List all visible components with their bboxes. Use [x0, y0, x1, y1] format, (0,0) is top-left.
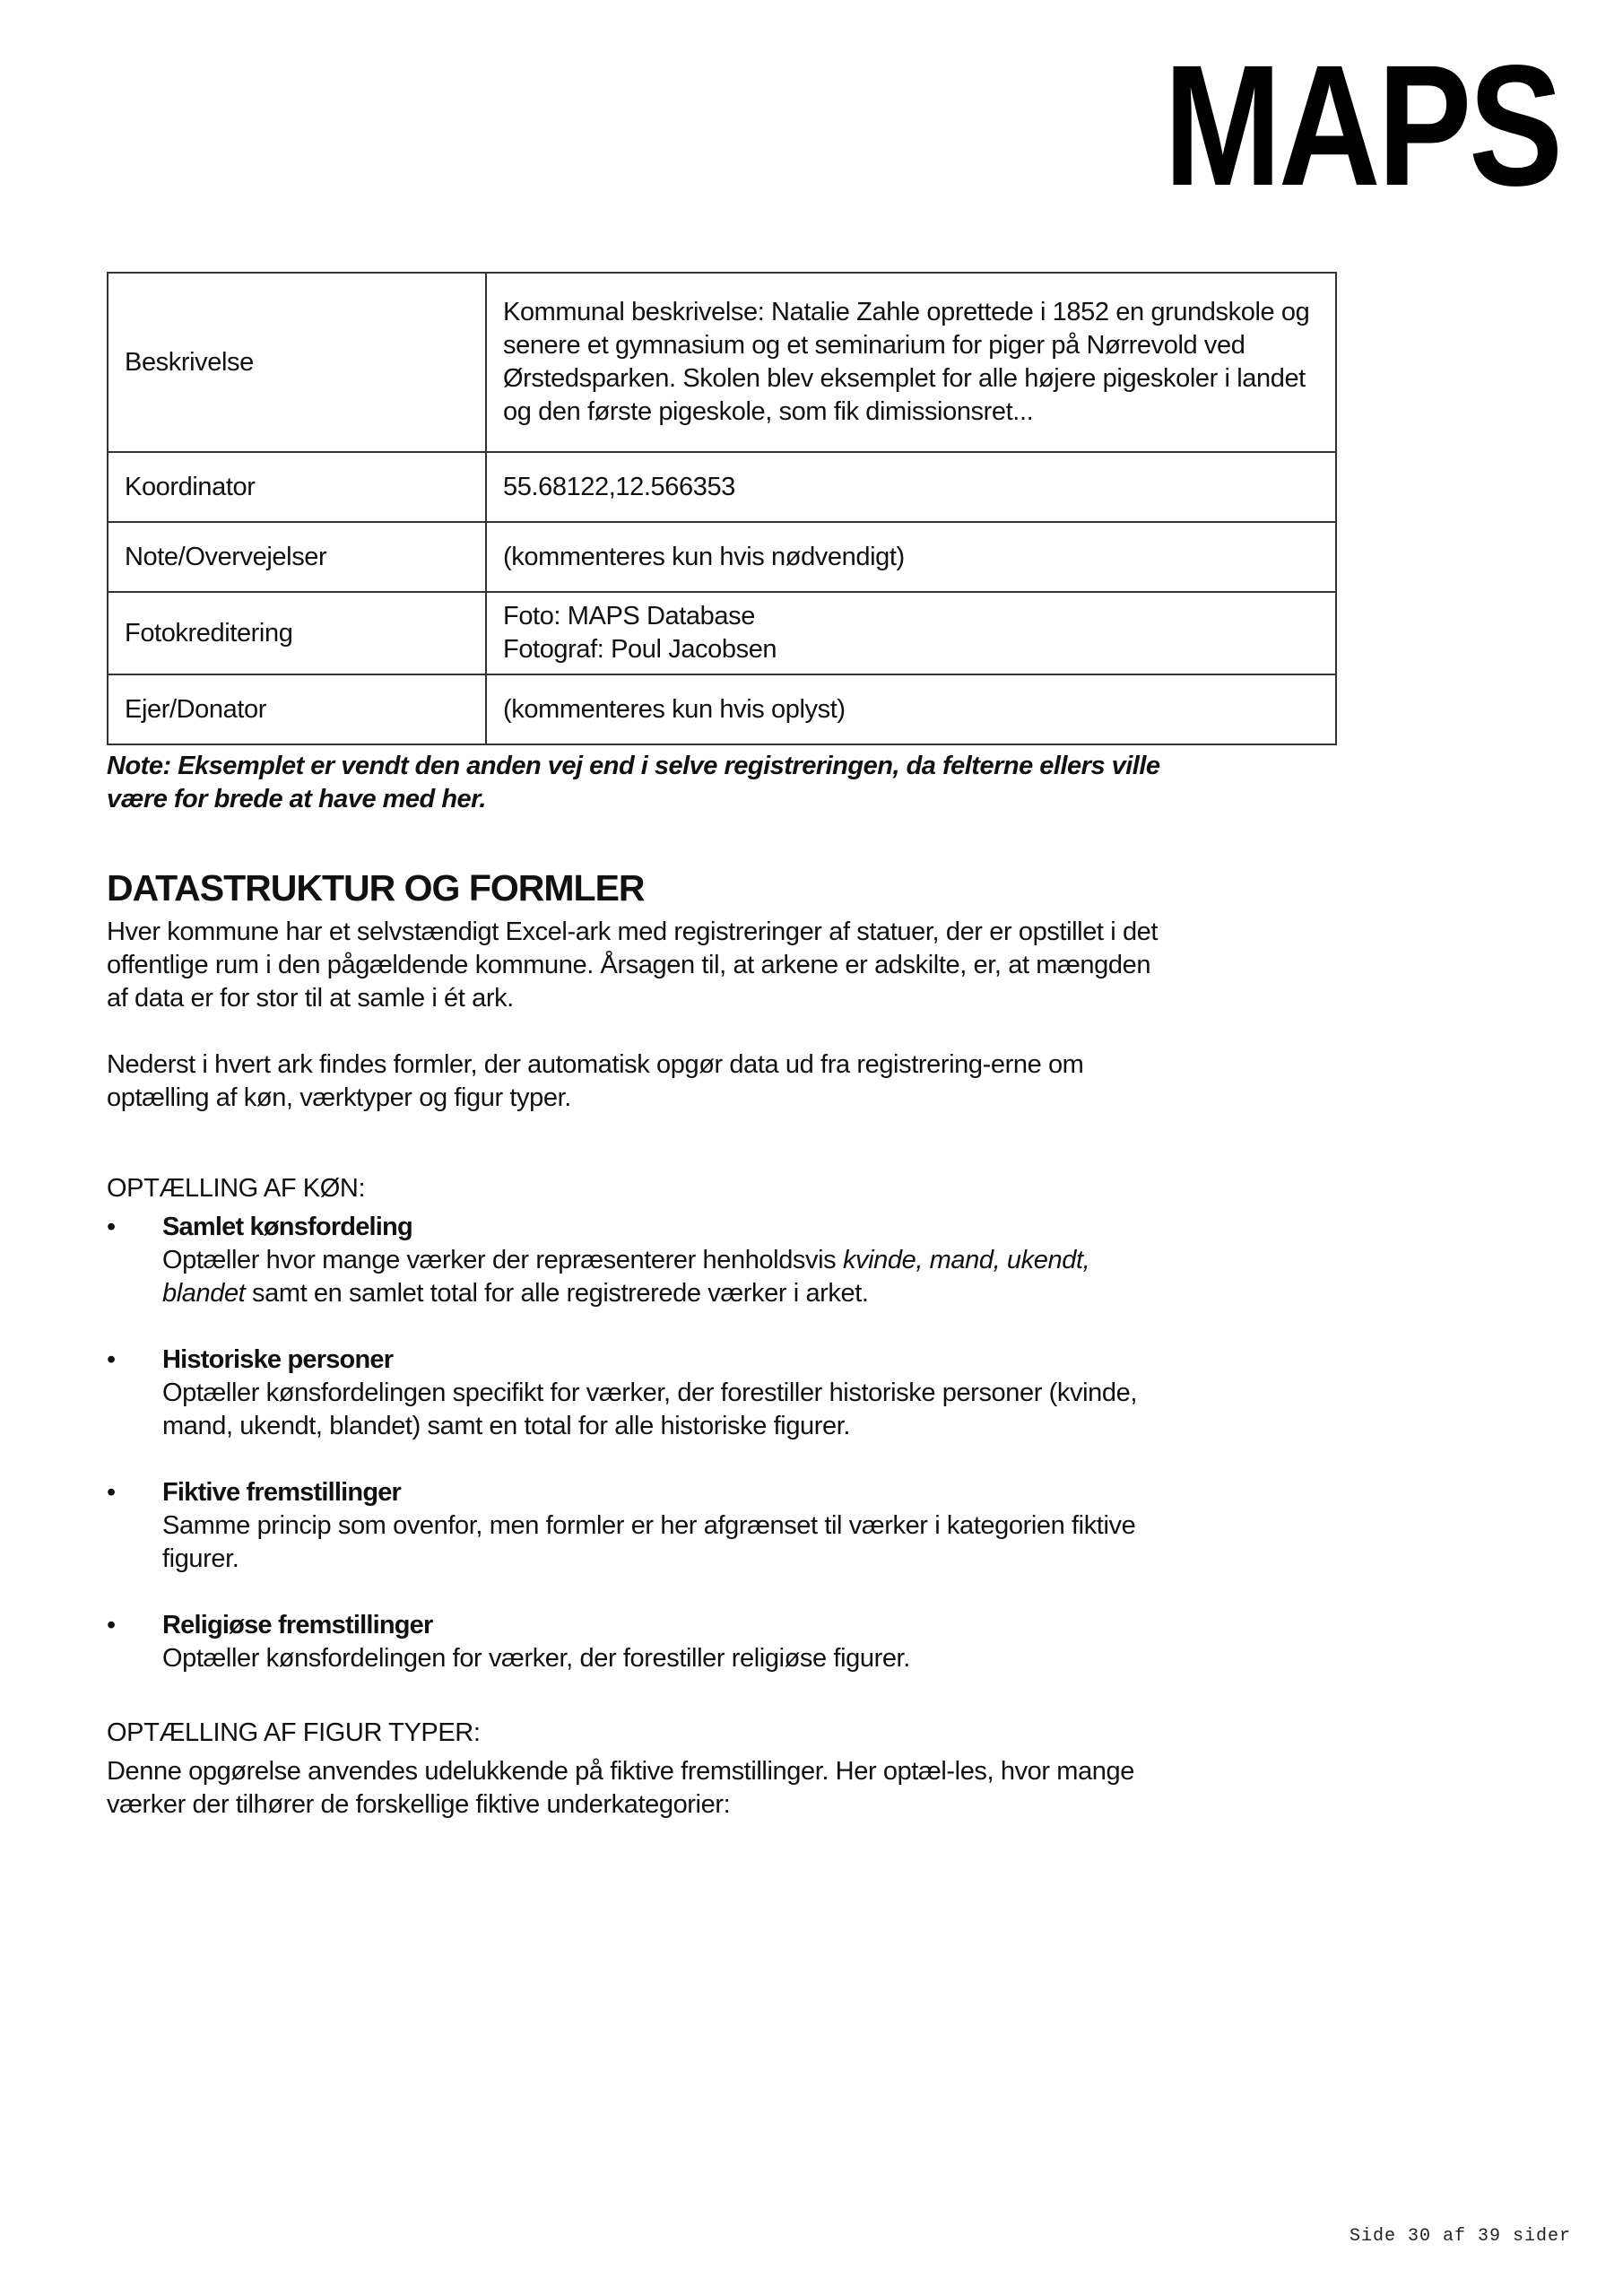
table-row: [108, 273, 1336, 452]
item-body: Optæller kønsfordelingen specifikt for værker, der forestiller historiske personer (kvinde, mand, ukendt, blandet) samt en total for alle historiske figurer.: [162, 1378, 1137, 1440]
row-label: Fotokreditering: [108, 592, 486, 674]
list-item: [107, 1211, 1165, 1310]
item-body-emphasis: kvinde, mand, ukendt, blandet: [162, 1246, 1090, 1308]
table-row: [108, 592, 1336, 674]
coordinates-value: 55.68122,12.566353: [486, 452, 1336, 522]
table-row: [108, 452, 1336, 522]
bullet-icon: •: [107, 1213, 116, 1241]
list-item: [107, 1344, 1165, 1443]
record-table: [107, 272, 1337, 745]
figure-types-heading: OPTÆLLING AF FIGUR TYPER:: [107, 1718, 481, 1747]
data-structure-section: [107, 865, 1165, 1855]
item-body-text: Optæller hvor mange værker der repræsenterer henholdsvis: [162, 1246, 843, 1274]
row-value: [486, 592, 1336, 674]
row-label: Koordinator: [108, 452, 486, 522]
item-body: Optæller kønsfordelingen for værker, der forestiller religiøse figurer.: [162, 1644, 910, 1673]
row-value: (kommenteres kun hvis oplyst): [486, 674, 1336, 744]
table-note: Note: Eksemplet er vendt den anden vej end i selve registreringen, da felterne ellers ville være for brede at have med her.: [107, 752, 1160, 813]
item-title: Samlet kønsfordeling: [162, 1213, 412, 1241]
row-value: (kommenteres kun hvis nødvendigt): [486, 522, 1336, 592]
item-body: Samme princip som ovenfor, men formler er her afgrænset til værker i kategorien fiktive figurer.: [162, 1511, 1136, 1573]
section-title: DATASTRUKTUR OG FORMLER: [107, 867, 645, 909]
figure-types-body: Denne opgørelse anvendes udelukkende på fiktive fremstillinger. Her optæl-les, hvor mange værker der tilhører de forskellige fiktive underkategorier:: [107, 1757, 1134, 1819]
row-label: Note/Overvejelser: [108, 522, 486, 592]
item-body-text: samt en samlet total for alle registrerede værker i arket.: [245, 1279, 869, 1308]
table-row: [108, 674, 1336, 744]
item-title: Historiske personer: [162, 1345, 394, 1374]
page-indicator: Side 30 af 39 sider: [1349, 2226, 1571, 2247]
table-row: [108, 522, 1336, 592]
gender-count-heading: OPTÆLLING AF KØN:: [107, 1174, 366, 1203]
row-value: Kommunal beskrivelse: Natalie Zahle oprettede i 1852 en grundskole og senere et gymnasium og et seminarium for piger på Nørrevold ved Ørstedsparken. Skolen blev eksemplet for alle højere pigeskoler i landet og den første pigeskole, som fik dimissionsret...: [486, 273, 1336, 452]
row-label: Beskrivelse: [108, 273, 486, 452]
maps-logo: MAPS: [1164, 29, 1560, 222]
bullet-icon: •: [107, 1478, 116, 1507]
item-title: Fiktive fremstillinger: [162, 1478, 402, 1507]
item-body: [162, 1244, 1165, 1310]
gender-count-list: [107, 1211, 1165, 1675]
photo-credit-line: Foto: MAPS Database: [503, 602, 755, 631]
item-title: Religiøse fremstillinger: [162, 1611, 433, 1639]
bullet-icon: •: [107, 1345, 116, 1374]
list-item: [107, 1476, 1165, 1576]
paragraph: Hver kommune har et selvstændigt Excel-ark med registreringer af statuer, der er opstillet i det offentlige rum i den pågældende kommune. Årsagen til, at arkene er adskilte, er, at mængden af data er for stor til at samle i ét ark.: [107, 918, 1159, 1013]
list-item: [107, 1609, 1165, 1675]
paragraph: Nederst i hvert ark findes formler, der automatisk opgør data ud fra registrering-erne om optælling af køn, værktyper og figur typer.: [107, 1050, 1084, 1112]
bullet-icon: •: [107, 1611, 116, 1639]
photographer-line: Fotograf: Poul Jacobsen: [503, 635, 777, 664]
row-label: Ejer/Donator: [108, 674, 486, 744]
